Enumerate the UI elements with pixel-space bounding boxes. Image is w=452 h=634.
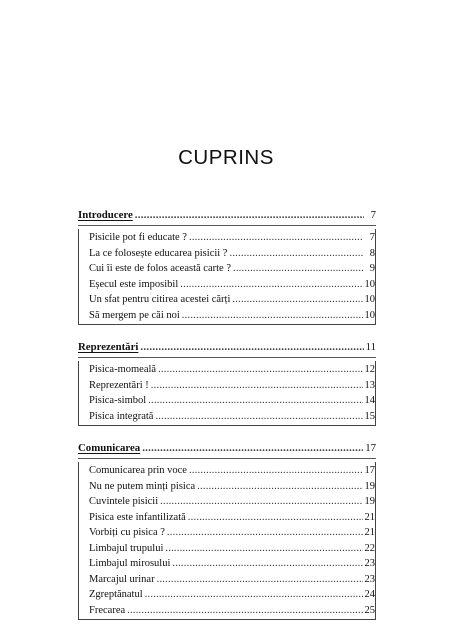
entry-page-number: 23 xyxy=(364,573,375,585)
section-divider xyxy=(78,357,376,358)
toc-entry xyxy=(79,308,375,324)
section-title: Introducere xyxy=(78,209,133,221)
toc-entry xyxy=(79,409,375,425)
entry-title: Pisica este infantilizată xyxy=(89,511,186,523)
toc-entry xyxy=(79,572,375,588)
leader-dots xyxy=(127,603,362,619)
leader-dots xyxy=(233,261,363,277)
leader-dots xyxy=(148,393,362,409)
entry-title: Marcajul urinar xyxy=(89,573,155,585)
entry-page-number: 10 xyxy=(364,309,375,321)
toc-entry xyxy=(79,292,375,308)
toc-entry xyxy=(79,494,375,510)
entry-title: Vorbiți cu pisica ? xyxy=(89,527,165,538)
leader-dots xyxy=(160,494,362,510)
section-entries xyxy=(78,361,376,426)
entry-page-number: 13 xyxy=(364,379,375,391)
toc-entry xyxy=(79,603,375,619)
toc-section-comunicarea xyxy=(78,440,376,620)
toc-section-heading xyxy=(78,339,376,356)
entry-title: Eșecul este imposibil xyxy=(89,278,179,290)
toc-entry xyxy=(79,510,375,526)
toc-entry xyxy=(79,277,375,293)
entry-title: Nu ne putem minți pisica xyxy=(89,480,196,492)
entry-title: Pisica-simbol xyxy=(89,395,147,406)
leader-dots xyxy=(165,541,362,557)
leader-dots xyxy=(135,207,364,224)
entry-page-number: 15 xyxy=(364,410,375,422)
entry-page-number: 14 xyxy=(364,395,375,406)
toc-entry xyxy=(79,556,375,572)
entry-title: Frecarea xyxy=(89,604,126,616)
entry-title: Pisica integrată xyxy=(89,410,154,422)
leader-dots xyxy=(157,572,363,588)
entry-title: Pisicile pot fi educate ? xyxy=(89,232,187,243)
leader-dots xyxy=(180,277,362,293)
toc-section-heading xyxy=(78,207,376,224)
entry-page-number: 9 xyxy=(369,263,375,274)
leader-dots xyxy=(189,230,363,246)
toc-entry xyxy=(79,525,375,541)
toc-entry xyxy=(79,230,375,246)
toc-entry xyxy=(79,587,375,603)
section-page-number: 11 xyxy=(365,341,376,353)
section-entries xyxy=(78,462,376,620)
leader-dots xyxy=(140,339,363,356)
entry-page-number: 22 xyxy=(364,542,375,554)
leader-dots xyxy=(172,556,362,572)
leader-dots xyxy=(167,525,363,541)
toc-entry xyxy=(79,378,375,394)
entry-page-number: 21 xyxy=(364,511,375,523)
toc-entry xyxy=(79,479,375,495)
entry-title: Cuvintele pisicii xyxy=(89,496,159,507)
section-page-number: 7 xyxy=(370,209,376,221)
entry-title: Un sfat pentru citirea acestei cărți xyxy=(89,294,231,305)
entry-title: Pisica-momeală xyxy=(89,364,157,375)
section-page-number: 17 xyxy=(365,442,376,454)
section-title: Reprezentări xyxy=(78,341,139,353)
entry-title: Comunicarea prin voce xyxy=(89,465,187,476)
section-title: Comunicarea xyxy=(78,442,141,454)
entry-page-number: 21 xyxy=(364,527,375,538)
entry-page-number: 7 xyxy=(369,232,375,243)
entry-page-number: 17 xyxy=(364,465,375,476)
section-divider xyxy=(78,225,376,226)
entry-page-number: 19 xyxy=(364,480,375,492)
entry-page-number: 8 xyxy=(369,247,375,259)
toc-section-heading xyxy=(78,440,376,457)
toc-entry xyxy=(79,246,375,262)
leader-dots xyxy=(145,587,363,603)
toc-entry xyxy=(79,362,375,378)
leader-dots xyxy=(158,362,362,378)
entry-title: Să mergem pe căi noi xyxy=(89,309,180,321)
leader-dots xyxy=(232,292,362,308)
entry-title: Limbajul trupului xyxy=(89,542,164,554)
page-title: CUPRINS xyxy=(178,146,274,169)
entry-page-number: 23 xyxy=(364,558,375,569)
leader-dots xyxy=(182,308,363,324)
entry-title: Reprezentări ! xyxy=(89,379,149,391)
section-entries xyxy=(78,229,376,325)
leader-dots xyxy=(151,378,363,394)
toc-section-reprezentari xyxy=(78,339,376,426)
entry-page-number: 24 xyxy=(364,589,375,600)
entry-page-number: 12 xyxy=(364,364,375,375)
leader-dots xyxy=(189,463,363,479)
entry-title: Zgreptănatul xyxy=(89,589,143,600)
leader-dots xyxy=(155,409,362,425)
toc-entry xyxy=(79,541,375,557)
entry-title: Limbajul mirosului xyxy=(89,558,171,569)
toc-entry xyxy=(79,393,375,409)
entry-page-number: 25 xyxy=(364,604,375,616)
toc-entry xyxy=(79,463,375,479)
leader-dots xyxy=(197,479,362,495)
leader-dots xyxy=(229,246,363,262)
leader-dots xyxy=(142,440,363,457)
leader-dots xyxy=(188,510,363,526)
entry-page-number: 19 xyxy=(364,496,375,507)
entry-title: Cui îi este de folos această carte ? xyxy=(89,263,231,274)
table-of-contents xyxy=(78,207,376,634)
toc-entry xyxy=(79,261,375,277)
toc-section-introducere xyxy=(78,207,376,325)
entry-page-number: 10 xyxy=(364,278,375,290)
entry-page-number: 10 xyxy=(364,294,375,305)
entry-title: La ce folosește educarea pisicii ? xyxy=(89,247,228,259)
section-divider xyxy=(78,458,376,459)
